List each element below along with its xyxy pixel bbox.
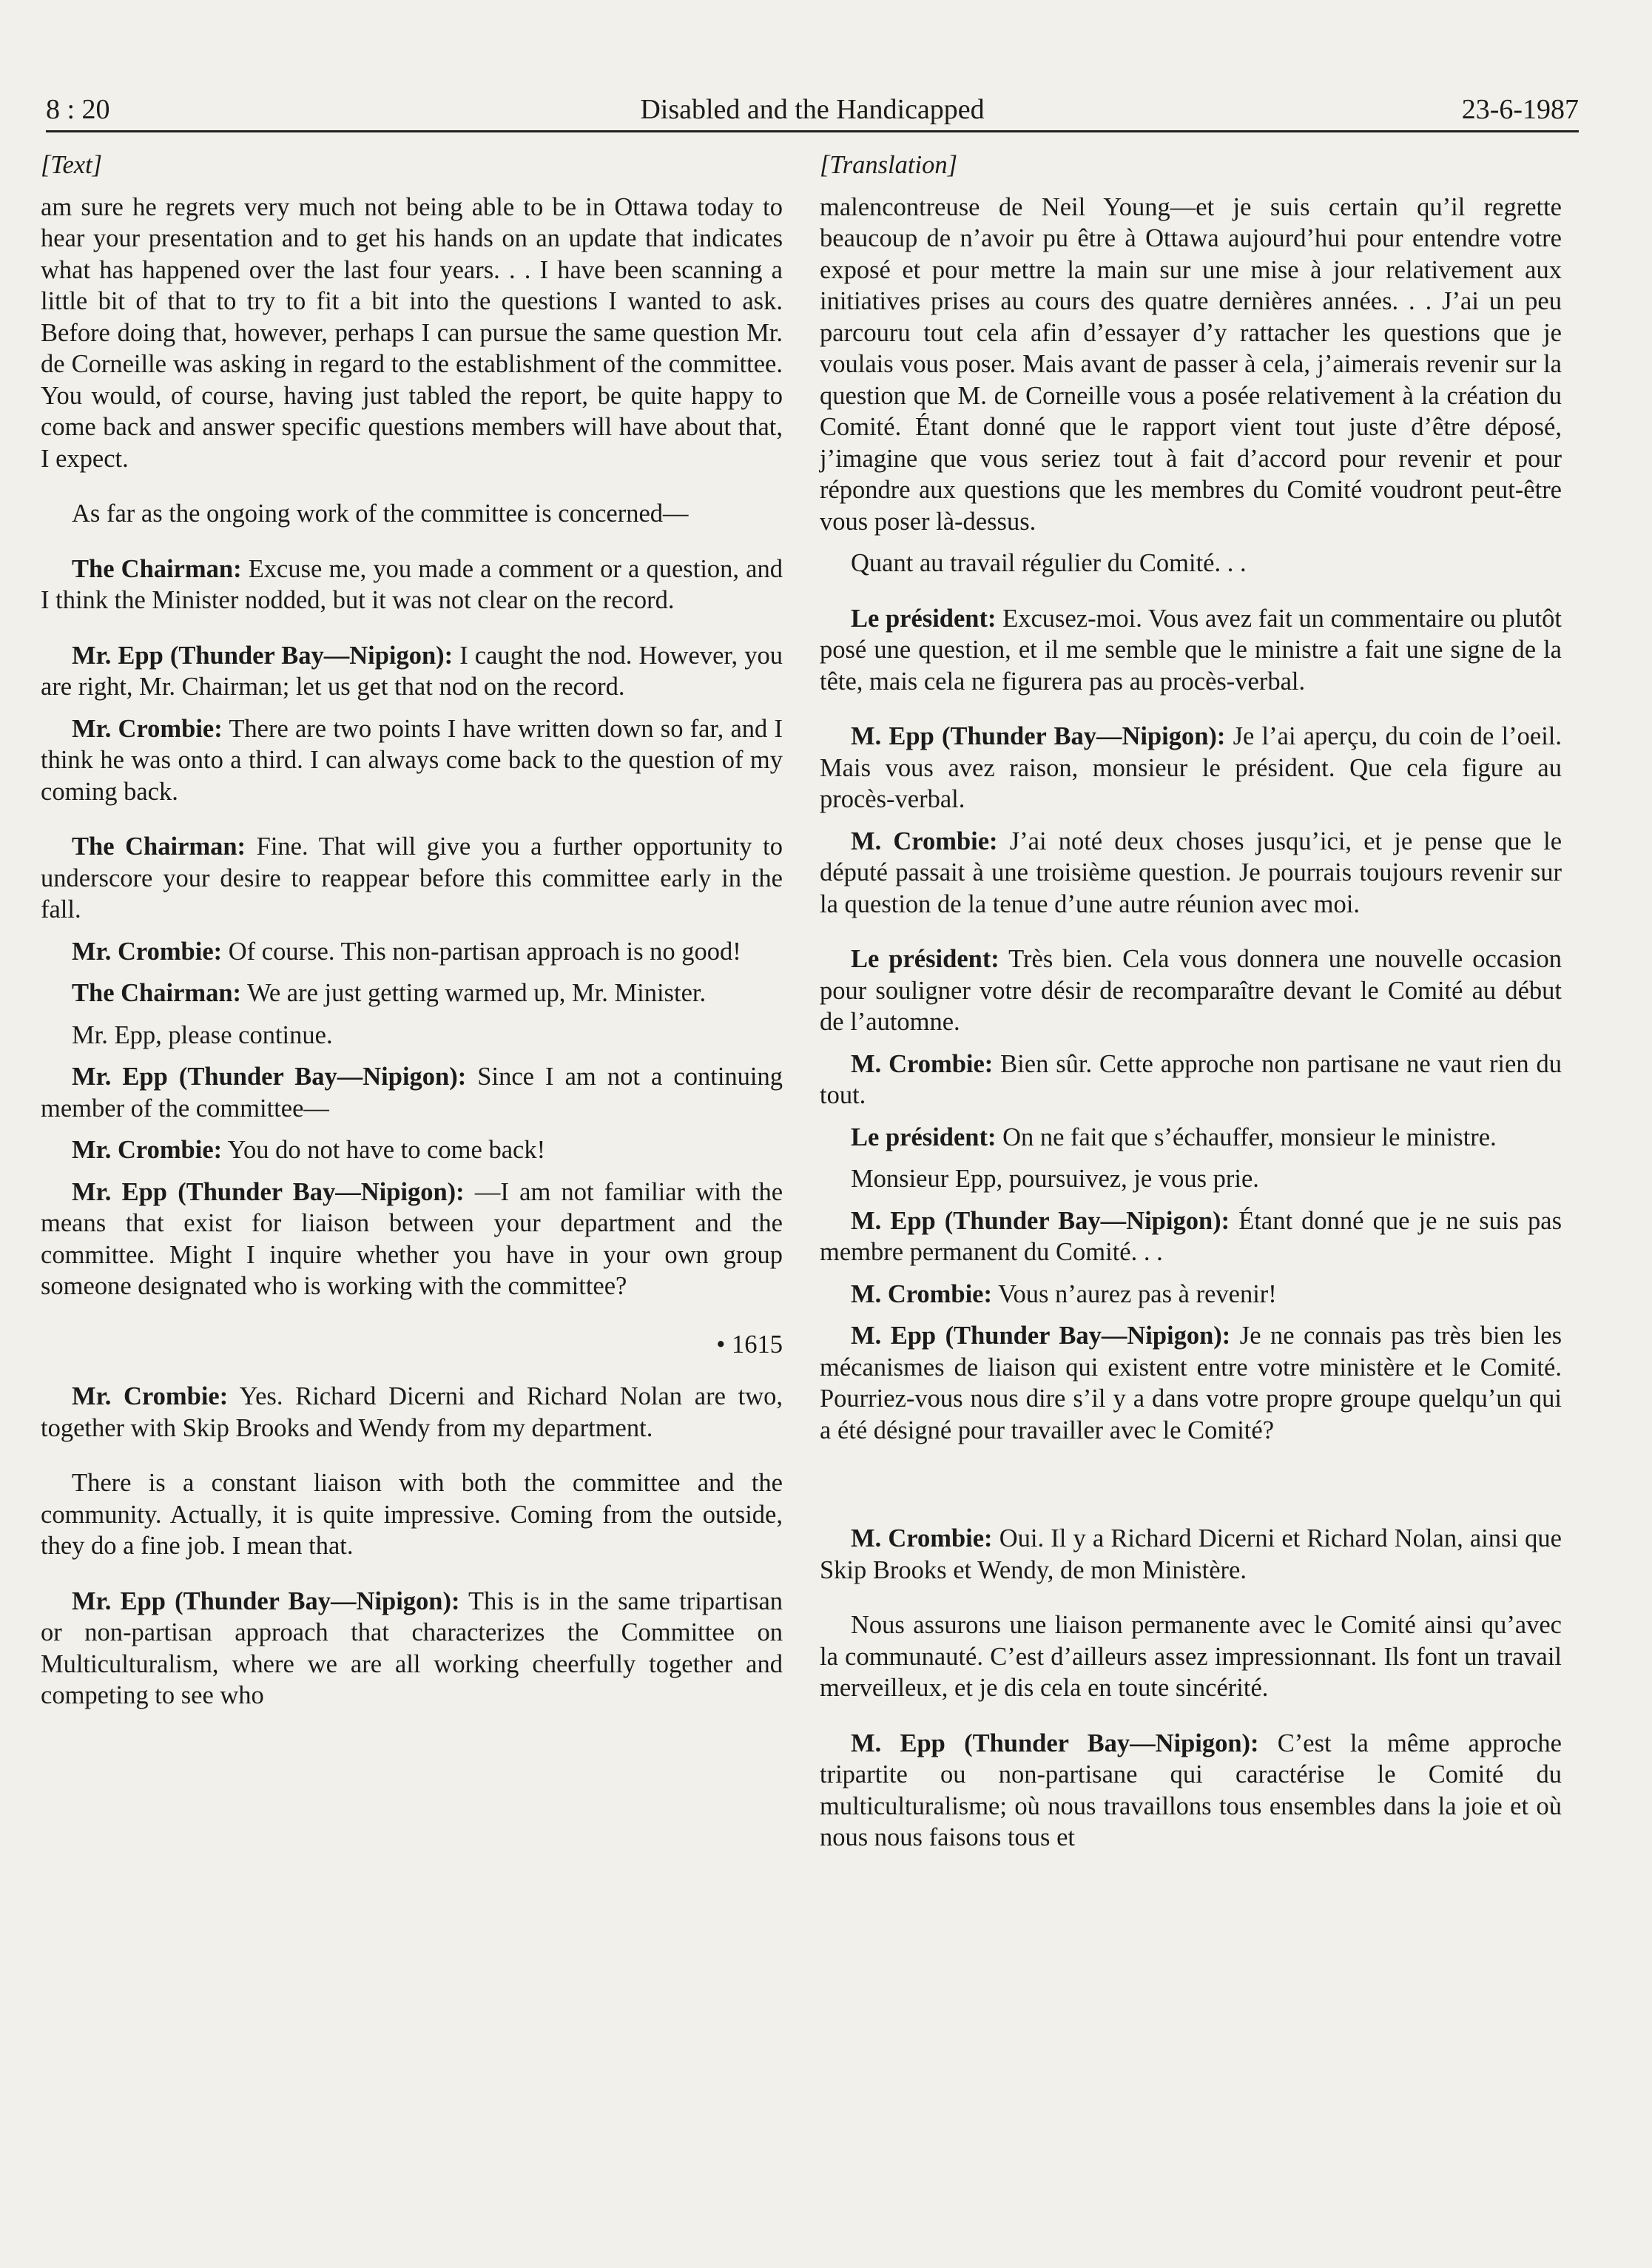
paragraph: Quant au travail régulier du Comité. . . bbox=[851, 549, 1247, 577]
paragraph: Mr. Epp, please continue. bbox=[72, 1020, 333, 1049]
speaker-name: Mr. Crombie: bbox=[72, 1382, 229, 1410]
speaker-turn: Le président: Très bien. Cela vous donnera une nouvelle occasion pour souligner votre désir de recomparaître devant le Comité au début de l’automne. bbox=[820, 945, 1562, 1036]
speaker-turn: M. Epp (Thunder Bay—Nipigon): Étant donné que je ne suis pas membre permanent du Comité. . . bbox=[820, 1206, 1562, 1266]
speaker-name: The Chairman: bbox=[72, 832, 246, 861]
column-tag: [Translation] bbox=[820, 151, 957, 179]
speaker-turn: M. Epp (Thunder Bay—Nipigon): C’est la même approche tripartite ou non-partisane qui caractérise le Comité du multiculturalisme; où nous travaillons tous ensembles dans la joie et où nous nous faisons tous et bbox=[820, 1729, 1562, 1851]
speaker-name: Mr. Epp (Thunder Bay—Nipigon): bbox=[72, 1586, 460, 1615]
paragraph: There is a constant liaison with both the committee and the community. Actually, it is quite impressive. Coming from the outside, they do a fine job. I mean that. bbox=[41, 1469, 783, 1560]
speaker-name: The Chairman: bbox=[72, 979, 242, 1007]
time-marker: • 1615 bbox=[716, 1330, 783, 1359]
speaker-name: Mr. Epp (Thunder Bay—Nipigon): bbox=[72, 641, 454, 670]
speaker-turn: Mr. Crombie: You do not have to come back! bbox=[72, 1136, 546, 1164]
speaker-turn: Mr. Epp (Thunder Bay—Nipigon): This is in the same tripartisan or non-partisan approach that characterizes the Committee on Multiculturalism, where we are all working cheerfully together and competing to see who bbox=[41, 1586, 783, 1709]
speaker-name: M. Epp (Thunder Bay—Nipigon): bbox=[851, 1206, 1230, 1235]
speaker-turn: M. Crombie: Oui. Il y a Richard Dicerni et Richard Nolan, ainsi que Skip Brooks et Wendy, de mon Ministère. bbox=[820, 1524, 1562, 1584]
speaker-name: M. Crombie: bbox=[851, 1279, 992, 1308]
speaker-turn: Le président: Excusez-moi. Vous avez fait un commentaire ou plutôt posé une question, et il me semble que le ministre a fait une signe de la tête, mais cela ne figurera pas au procès-verbal. bbox=[820, 604, 1562, 696]
column-tag: [Text] bbox=[41, 151, 103, 179]
speaker-turn: The Chairman: Excuse me, you made a comment or a question, and I think the Minister nodded, but it was not clear on the record. bbox=[41, 554, 783, 614]
french-column bbox=[820, 149, 1562, 1864]
header-date: 23-6-1987 bbox=[1461, 94, 1579, 125]
speaker-turn: M. Crombie: J’ai noté deux choses jusqu’ici, et je pense que le député passait à une troisième question. Je pourrais toujours revenir sur la question de la tenue d’une autre réunion avec moi. bbox=[820, 827, 1562, 918]
speaker-turn: Mr. Epp (Thunder Bay—Nipigon): I caught the nod. However, you are right, Mr. Chairman; let us get that nod on the record. bbox=[41, 641, 783, 701]
speaker-turn: The Chairman: Fine. That will give you a further opportunity to underscore your desire to reappear before this committee early in the fall. bbox=[41, 832, 783, 923]
speaker-turn: The Chairman: We are just getting warmed up, Mr. Minister. bbox=[72, 979, 707, 1007]
page-header bbox=[46, 89, 1579, 132]
speaker-name: Mr. Crombie: bbox=[72, 937, 223, 966]
paragraph: Nous assurons une liaison permanente avec le Comité ainsi qu’avec la communauté. C’est d’ailleurs assez impressionnant. Ils font un travail merveilleux, et je dis cela en toute sincérité. bbox=[820, 1611, 1562, 1702]
speaker-name: Mr. Epp (Thunder Bay—Nipigon): bbox=[72, 1063, 467, 1091]
speaker-turn: M. Crombie: Vous n’aurez pas à revenir! bbox=[851, 1279, 1277, 1308]
speaker-turn: Mr. Crombie: Of course. This non-partisan approach is no good! bbox=[72, 937, 741, 966]
speaker-name: Mr. Crombie: bbox=[72, 714, 223, 743]
speaker-name: M. Epp (Thunder Bay—Nipigon): bbox=[851, 1322, 1231, 1350]
speaker-name: Le président: bbox=[851, 604, 997, 633]
speaker-name: Mr. Epp (Thunder Bay—Nipigon): bbox=[72, 1177, 465, 1206]
speaker-name: M. Crombie: bbox=[851, 827, 998, 855]
header-page-number: 8 : 20 bbox=[46, 94, 110, 125]
paragraph: malencontreuse de Neil Young—et je suis certain qu’il regrette beaucoup de n’avoir pu être à Ottawa aujourd’hui pour entendre votre exposé et pour mettre la main sur une mise à jour relativement aux initiatives prises au cours des quatre dernières années. . . J’ai un peu parcouru tout cela afin d’essayer d’y rattacher les questions que je voulais vous poser. Mais avant de passer à cela, j’aimerais revenir sur la question que M. de Corneille vous a posée relativement à la création du Comité. Étant donné que le rapport vient tout juste d’être déposé, j’imagine que vous seriez tout à fait d’accord pour revenir et pour répondre aux questions que les membres du Comité voudront peut-être vous poser là-dessus. bbox=[820, 192, 1562, 536]
speaker-turn: M. Epp (Thunder Bay—Nipigon): Je ne connais pas très bien les mécanismes de liaison qui existent entre votre ministère et le Comité. Pourriez-vous nous dire s’il y a dans votre propre groupe quelqu’un qui a été désigné pour travailler avec le Comité? bbox=[820, 1322, 1562, 1444]
speaker-name: M. Epp (Thunder Bay—Nipigon): bbox=[851, 722, 1226, 750]
speaker-name: Le président: bbox=[851, 945, 999, 973]
paragraph: Monsieur Epp, poursuivez, je vous prie. bbox=[851, 1165, 1259, 1193]
speaker-name: M. Epp (Thunder Bay—Nipigon): bbox=[851, 1729, 1259, 1757]
speaker-name: Le président: bbox=[851, 1123, 997, 1151]
speaker-turn: Mr. Epp (Thunder Bay—Nipigon): Since I am not a continuing member of the committee— bbox=[41, 1063, 783, 1123]
speaker-turn: M. Crombie: Bien sûr. Cette approche non partisane ne vaut rien du tout. bbox=[820, 1049, 1562, 1109]
speaker-name: M. Crombie: bbox=[851, 1049, 994, 1078]
speaker-turn: Mr. Crombie: Yes. Richard Dicerni and Richard Nolan are two, together with Skip Brooks and Wendy from my department. bbox=[41, 1382, 783, 1442]
header-title: Disabled and the Handicapped bbox=[640, 94, 985, 125]
speaker-turn: Mr. Crombie: There are two points I have written down so far, and I think he was onto a third. I can always come back to the question of my coming back. bbox=[41, 714, 783, 806]
paragraph: As far as the ongoing work of the committee is concerned— bbox=[72, 499, 689, 528]
speaker-turn: Le président: On ne fait que s’échauffer, monsieur le ministre. bbox=[851, 1123, 1497, 1151]
speaker-turn: M. Epp (Thunder Bay—Nipigon): Je l’ai aperçu, du coin de l’oeil. Mais vous avez raison, monsieur le président. Que cela figure au procès-verbal. bbox=[820, 722, 1562, 813]
english-column bbox=[41, 149, 783, 1722]
speaker-name: M. Crombie: bbox=[851, 1524, 993, 1552]
speaker-turn: Mr. Epp (Thunder Bay—Nipigon): —I am not familiar with the means that exist for liaison between your department and the committee. Might I inquire whether you have in your own group someone designated who is working with the committee? bbox=[41, 1177, 783, 1300]
paragraph: am sure he regrets very much not being able to be in Ottawa today to hear your presentation and to get his hands on an update that indicates what has happened over the last four years. . . I have been scanning a little bit of that to try to fit a bit into the questions I wanted to ask. Before doing that, however, perhaps I can pursue the same question Mr. de Corneille was asking in regard to the establishment of the committee. You would, of course, having just tabled the report, be quite happy to come back and answer specific questions members will have about that, I expect. bbox=[41, 192, 783, 473]
speaker-name: Mr. Crombie: bbox=[72, 1136, 223, 1164]
speaker-name: The Chairman: bbox=[72, 554, 242, 583]
